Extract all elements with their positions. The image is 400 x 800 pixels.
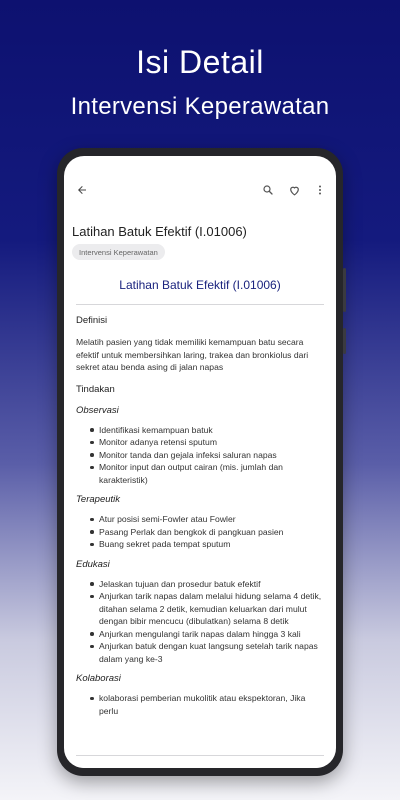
list-item: kolaborasi pemberian mukolitik atau ekspektoran, Jika perlu <box>90 692 324 717</box>
back-button[interactable] <box>72 180 92 200</box>
title-divider <box>76 304 324 305</box>
section-title: Terapeutik <box>76 494 121 505</box>
more-vert-icon <box>314 184 326 196</box>
definisi-text: Melatih pasien yang tidak memiliki kemampuan batu secara efektif untuk membersihkan laring, trakea dan bronkiolus dari sekret atau benda asing di jalan napas <box>76 337 309 372</box>
section-title: Observasi <box>76 404 119 416</box>
section-observasi <box>76 405 324 487</box>
app-bar <box>64 178 336 202</box>
app-screen <box>64 156 336 768</box>
list-item: Monitor tanda dan gejala infeksi saluran napas <box>90 449 324 462</box>
section-terapeutik <box>76 494 324 551</box>
arrow-back-icon <box>76 184 88 196</box>
detail-content <box>76 274 324 725</box>
definisi-label: Definisi <box>76 315 108 326</box>
bottom-divider <box>76 755 324 756</box>
section-title: Kolaborasi <box>76 673 121 684</box>
list-item: Jelaskan tujuan dan prosedur batuk efektif <box>90 578 324 591</box>
list-item: Monitor input dan output cairan (mis. jumlah dan karakteristik) <box>90 461 324 486</box>
list-item: Buang sekret pada tempat sputum <box>90 538 324 551</box>
list-item: Anjurkan batuk dengan kuat langsung setelah tarik napas dalam yang ke-3 <box>90 640 324 665</box>
section-title: Edukasi <box>76 558 110 570</box>
promo-title: Isi Detail <box>136 44 264 80</box>
favorite-button[interactable] <box>284 180 304 200</box>
tindakan-label: Tindakan <box>76 383 115 395</box>
category-chip: Intervensi Keperawatan <box>72 244 165 260</box>
list-item: Monitor adanya retensi sputum <box>90 436 324 449</box>
page-title: Latihan Batuk Efektif (I.01006) <box>72 224 247 239</box>
more-options-button[interactable] <box>310 180 330 200</box>
heart-icon <box>288 184 301 197</box>
search-icon <box>262 184 274 196</box>
list-item: Anjurkan mengulangi tarik napas dalam hingga 3 kali <box>90 628 324 641</box>
section-kolaborasi <box>76 673 324 717</box>
bottom-fade <box>64 746 336 768</box>
detail-title: Latihan Batuk Efektif (I.01006) <box>119 278 281 292</box>
promo-subtitle: Intervensi Keperawatan <box>70 93 330 120</box>
list-item: Atur posisi semi-Fowler atau Fowler <box>90 513 324 526</box>
volume-button <box>343 268 346 312</box>
list-item: Identifikasi kemampuan batuk <box>90 424 324 437</box>
power-button <box>343 328 346 354</box>
list-item: Pasang Perlak dan bengkok di pangkuan pasien <box>90 526 324 539</box>
search-button[interactable] <box>258 180 278 200</box>
section-edukasi <box>76 559 324 666</box>
list-item: Anjurkan tarik napas dalam melalui hidung selama 4 detik, ditahan selama 2 detik, kemudian keluarkan dari mulut dengan bibir mencucu (dibulatkan) selama 8 detik <box>90 590 324 628</box>
phone-frame <box>57 148 343 776</box>
